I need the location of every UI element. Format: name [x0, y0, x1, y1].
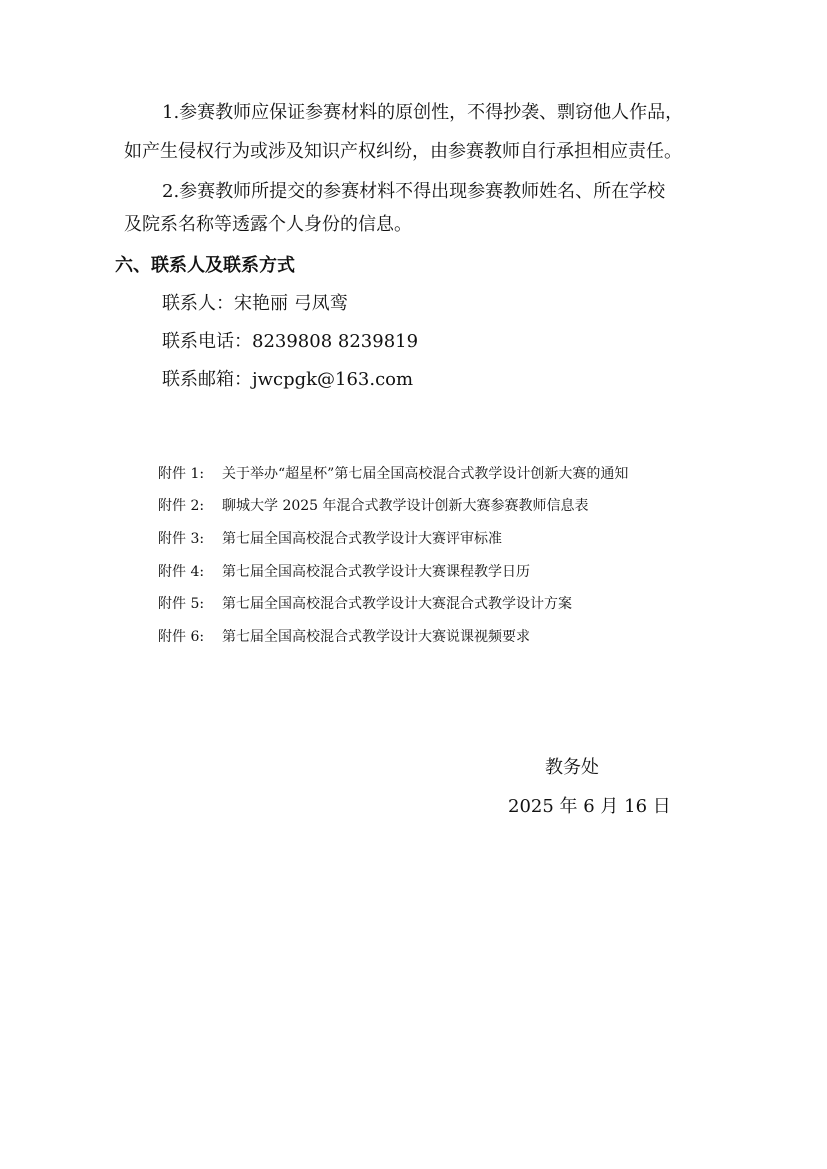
attachment-item: [158, 627, 530, 647]
contact-person: 联系人：宋艳丽 弓凤鸾: [162, 293, 348, 314]
attachment-label: 附件 1:: [158, 466, 205, 482]
requirement-2-line-1: 2.参赛教师所提交的参赛材料不得出现参赛教师姓名、所在学校: [162, 181, 666, 202]
signature-org: 教务处: [545, 757, 599, 778]
contact-heading: 六、联系人及联系方式: [115, 255, 295, 276]
attachment-item: [158, 464, 628, 484]
attachment-label: 附件 6:: [158, 629, 205, 645]
attachment-title: 关于举办“超星杯”第七届全国高校混合式教学设计创新大赛的通知: [222, 466, 629, 482]
attachment-title: 第七届全国高校混合式教学设计大赛评审标准: [222, 531, 502, 547]
attachment-item: [158, 562, 530, 582]
attachment-label: 附件 5:: [158, 596, 205, 612]
attachment-title: 聊城大学 2025 年混合式教学设计创新大赛参赛教师信息表: [222, 498, 589, 514]
requirement-1-line-2: 如产生侵权行为或涉及知识产权纠纷，由参赛教师自行承担相应责任。: [124, 141, 682, 162]
signature-date: 2025 年 6 月 16 日: [508, 796, 671, 817]
attachment-title: 第七届全国高校混合式教学设计大赛课程教学日历: [222, 564, 530, 580]
attachment-label: 附件 2:: [158, 498, 205, 514]
contact-email: 联系邮箱：jwcpgk@163.com: [162, 369, 414, 390]
attachment-item: [158, 496, 589, 516]
attachment-label: 附件 3:: [158, 531, 205, 547]
attachment-label: 附件 4:: [158, 564, 205, 580]
requirement-2-line-2: 及院系名称等透露个人身份的信息。: [124, 214, 412, 235]
requirement-1-line-1: 1.参赛教师应保证参赛材料的原创性，不得抄袭、剽窃他人作品，: [162, 102, 684, 123]
attachment-item: [158, 529, 502, 549]
attachment-title: 第七届全国高校混合式教学设计大赛混合式教学设计方案: [222, 596, 572, 612]
attachment-title: 第七届全国高校混合式教学设计大赛说课视频要求: [222, 629, 530, 645]
contact-phone: 联系电话：8239808 8239819: [162, 331, 419, 352]
attachment-item: [158, 594, 572, 614]
